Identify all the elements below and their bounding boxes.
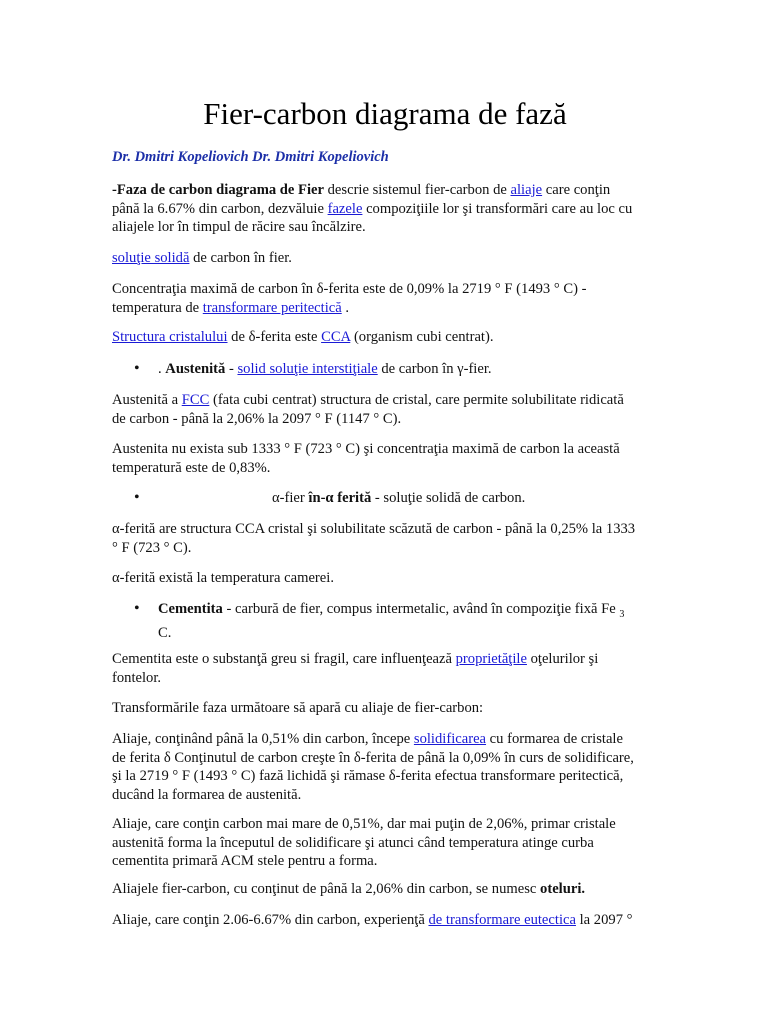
list-item-austenita: . Austenită - solid soluţie interstiţiale de carbon în γ-fier.	[158, 361, 492, 377]
paragraph-austenita-fcc: Austenită a FCC (fata cubi centrat) structura de cristal, care permite solubilitate ridicată de carbon - până la 2,06% la 2097 ° F (1147 ° C).	[112, 392, 624, 427]
link-solid-solutie[interactable]: solid soluţie interstiţiale	[237, 361, 378, 377]
paragraph-aliaje-051: Aliaje, conţinând până la 0,51% din carbon, începe solidificarea cu formarea de cristale de ferita δ Conţinutul de carbon creşte în δ-ferita de până la 0,09% în curs de solidificare, şi la 2719 ° F (1493 ° C) fază lichidă şi rămase δ-ferita efectua transformare peritectică, ducând la formarea de austenită.	[112, 731, 634, 803]
paragraph-intro: -Faza de carbon diagrama de Fier descrie sistemul fier-carbon de aliaje care conţin până la 6.67% din carbon, dezvăluie fazele compoziţiile lor şi transformări care au loc cu aliajele lor în timpul de răcire sau încălzire.	[112, 182, 633, 235]
list-item-cementita: Cementita - carbură de fier, compus intermetalic, având în compoziţie fixă Fe $_3$ C.	[158, 601, 625, 642]
link-cca[interactable]: CCA	[321, 329, 351, 345]
link-fazele[interactable]: fazele	[327, 200, 363, 217]
link-proprietatile[interactable]: proprietăţile	[455, 651, 527, 667]
paragraph-cementita: Cementita este o substanţă greu si fragil, care influenţează proprietăţile oţelurilor şi fontelor.	[112, 651, 599, 686]
bullet-icon: •	[134, 600, 140, 617]
link-aliaje[interactable]: aliaje	[510, 182, 543, 198]
paragraph-alfa-ferita: α-ferită are structura CCA cristal şi solubilitate scăzută de carbon - până la 0,25% la 1333 ° F (723 ° C).	[112, 521, 636, 556]
link-solutie-solida[interactable]: soluţie solidă	[112, 250, 190, 266]
author-line: Dr. Dmitri Kopeliovich Dr. Dmitri Kopeliovich	[112, 149, 389, 165]
paragraph-oteluri: Aliajele fier-carbon, cu conţinut de până la 2,06% din carbon, se numesc oteluri.	[112, 881, 586, 897]
paragraph-transformari: Transformările faza următoare să apară cu aliaje de fier-carbon:	[112, 700, 484, 716]
bullet-icon: •	[134, 489, 140, 506]
paragraph-solutie: soluţie solidă de carbon în fier.	[112, 250, 292, 266]
link-fcc[interactable]: FCC	[181, 392, 210, 408]
link-transformare-peritectica[interactable]: transformare peritectică	[202, 299, 342, 316]
paragraph-structura: Structura cristalului de δ-ferita este CCA (organism cubi centrat).	[112, 329, 494, 345]
paragraph-aliaje-206: Aliaje, care conţin carbon mai mare de 0,51%, dar mai puţin de 2,06%, primar cristale austenită forma la începutul de solidificare şi atunci când temperatura atinge curba cementita primară ACM stele pentru a forma.	[112, 816, 616, 869]
link-transformare-eutectica[interactable]: de transformare eutectica	[428, 912, 576, 928]
link-solidificarea[interactable]: solidificarea	[413, 731, 487, 747]
paragraph-delta-ferita: Concentraţia maximă de carbon în δ-ferita este de 0,09% la 2719 ° F (1493 ° C) - temperatura de transformare peritectică .	[112, 281, 587, 316]
intro-bold: -Faza de carbon diagrama de Fier	[112, 182, 324, 198]
paragraph-austenita-limit: Austenita nu exista sub 1333 ° F (723 ° C) şi concentraţia maximă de carbon la această temperatură este de 0,83%.	[112, 441, 620, 476]
paragraph-eutectica: Aliaje, care conţin 2.06-6.67% din carbon, experienţă de transformare eutectica la 2097 °	[112, 912, 633, 928]
link-structura-cristalului[interactable]: Structura cristalului	[112, 329, 228, 345]
page-title: Fier-carbon diagrama de fază	[203, 96, 567, 131]
paragraph-alfa-camera: α-ferită există la temperatura camerei.	[112, 570, 334, 586]
list-item-alfa-fier: α-fier în-α ferită - soluţie solidă de carbon.	[272, 490, 526, 506]
bullet-icon: •	[134, 360, 140, 377]
